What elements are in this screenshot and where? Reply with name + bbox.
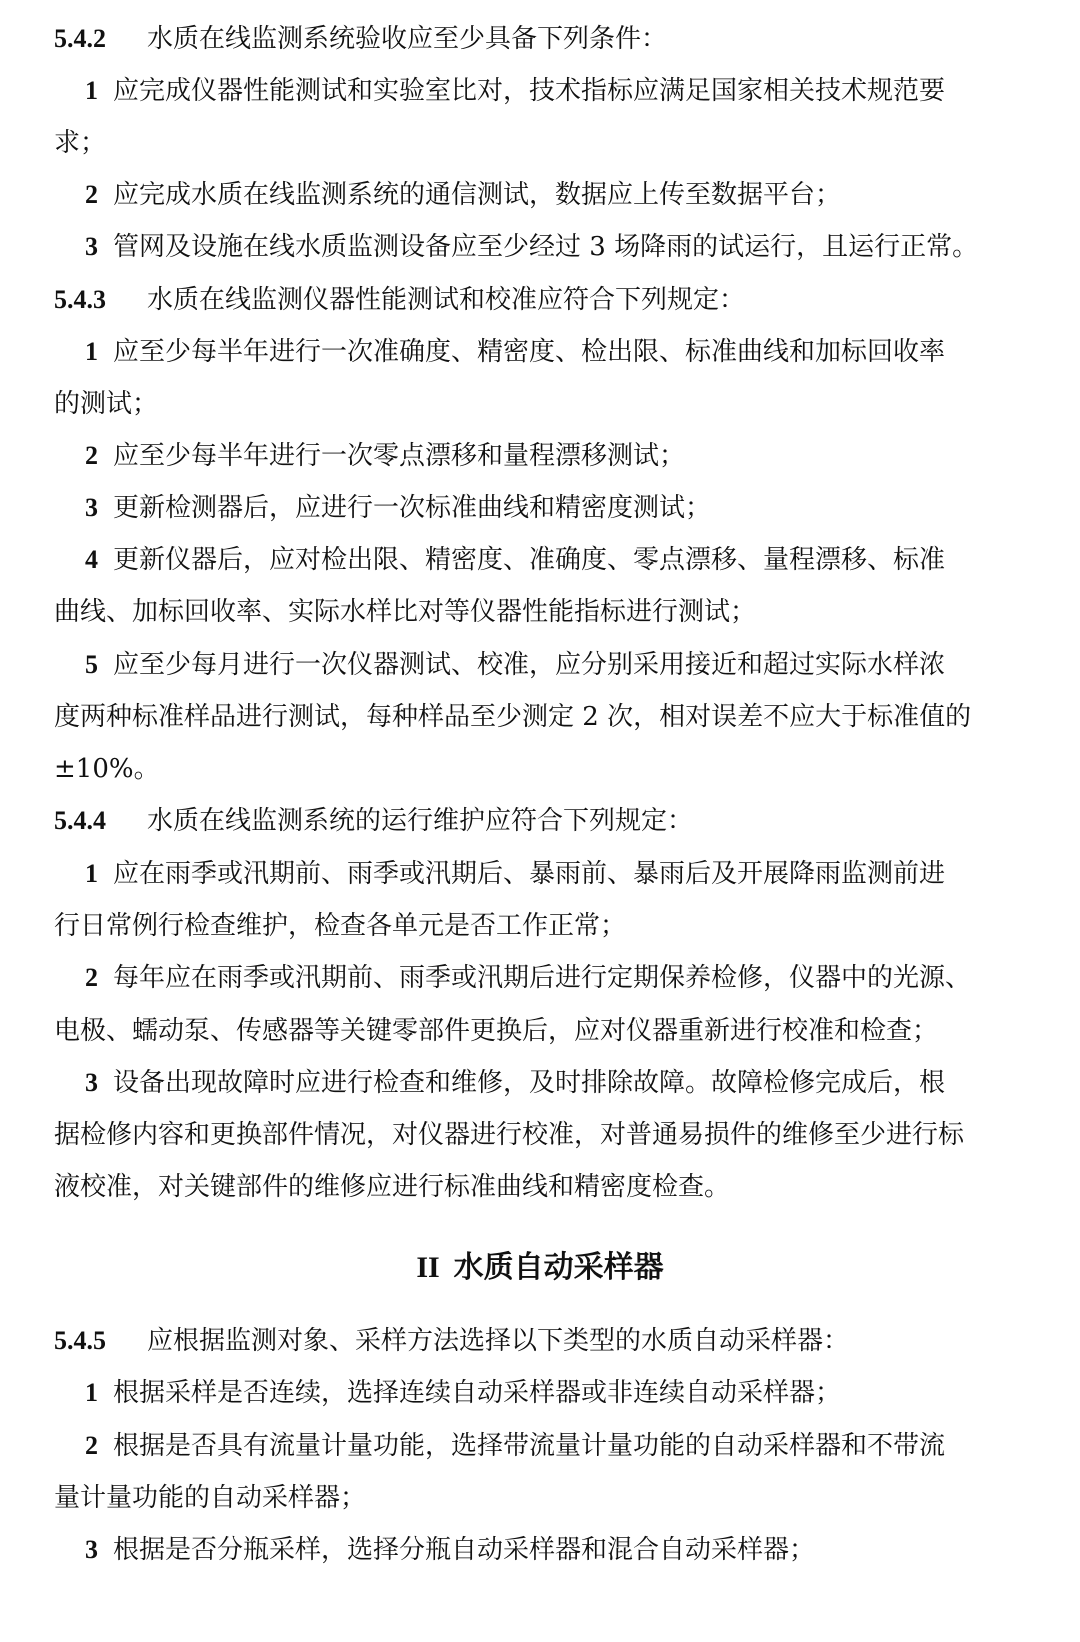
clause-5-4-5-heading — [54, 1323, 1044, 1359]
list-item — [85, 438, 1075, 474]
list-item — [85, 542, 1075, 578]
item-text: 设备出现故障时应进行检查和维修，及时排除故障。故障检修完成后，根 — [113, 1068, 946, 1098]
item-number: 2 — [85, 441, 98, 470]
list-item — [85, 856, 1075, 892]
item-number: 3 — [85, 1068, 98, 1097]
item-text: 应至少每月进行一次仪器测试、校准，应分别采用接近和超过实际水样浓 — [113, 650, 946, 680]
clause-number: 5.4.3 — [54, 285, 106, 314]
list-item-continuation: 求； — [54, 128, 107, 158]
clause-text: 水质在线监测仪器性能测试和校准应符合下列规定： — [147, 285, 746, 315]
item-text: 应至少每半年进行一次准确度、精密度、检出限、标准曲线和加标回收率 — [113, 337, 946, 367]
item-number: 2 — [85, 1431, 98, 1460]
clause-number: 5.4.5 — [54, 1326, 106, 1355]
list-item-continuation: 量计量功能的自动采样器； — [54, 1483, 367, 1513]
item-text: 应完成水质在线监测系统的通信测试，数据应上传至数据平台； — [113, 180, 842, 210]
list-item-continuation: 电极、蠕动泵、传感器等关键零部件更换后，应对仪器重新进行校准和检查； — [54, 1016, 939, 1046]
clause-5-4-2-heading — [54, 21, 1044, 57]
item-text: 应在雨季或汛期前、雨季或汛期后、暴雨前、暴雨后及开展降雨监测前进 — [113, 859, 946, 889]
subheading-roman-numeral: II — [416, 1251, 440, 1284]
item-number: 1 — [85, 337, 98, 366]
item-text: 每年应在雨季或汛期前、雨季或汛期后进行定期保养检修，仪器中的光源、 — [113, 963, 972, 993]
subheading-title: 水质自动采样器 — [453, 1250, 664, 1285]
item-text: 应至少每半年进行一次零点漂移和量程漂移测试； — [113, 441, 686, 471]
clause-5-4-3-heading — [54, 282, 1044, 318]
clause-number: 5.4.2 — [54, 24, 106, 53]
item-text: 更新仪器后，应对检出限、精密度、准确度、零点漂移、量程漂移、标准 — [113, 545, 946, 575]
item-text: 根据是否分瓶采样，选择分瓶自动采样器和混合自动采样器； — [113, 1535, 816, 1565]
list-item — [85, 177, 1075, 213]
clause-text: 水质在线监测系统的运行维护应符合下列规定： — [147, 806, 694, 836]
list-item-continuation: 液校准，对关键部件的维修应进行标准曲线和精密度检查。 — [54, 1172, 731, 1202]
section-subheading — [0, 1248, 1080, 1288]
list-item-continuation: 度两种标准样品进行测试，每种样品至少测定 2 次，相对误差不应大于标准值的 — [54, 702, 972, 732]
item-number: 3 — [85, 1535, 98, 1564]
item-number: 1 — [85, 859, 98, 888]
clause-text: 水质在线监测系统验收应至少具备下列条件： — [147, 24, 668, 54]
clause-5-4-4-heading — [54, 803, 1044, 839]
list-item-continuation: 曲线、加标回收率、实际水样比对等仪器性能指标进行测试； — [54, 597, 757, 627]
item-text: 更新检测器后，应进行一次标准曲线和精密度测试； — [113, 493, 712, 523]
list-item — [85, 647, 1075, 683]
item-number: 4 — [85, 545, 98, 574]
list-item — [85, 490, 1075, 526]
list-item-continuation: 行日常例行检查维护，检查各单元是否工作正常； — [54, 911, 627, 941]
item-text: 应完成仪器性能测试和实验室比对，技术指标应满足国家相关技术规范要 — [113, 76, 946, 106]
list-item — [85, 1532, 1075, 1568]
list-item — [85, 1065, 1075, 1101]
list-item — [85, 1375, 1075, 1411]
list-item — [85, 334, 1075, 370]
list-item — [85, 1428, 1075, 1464]
list-item-continuation: 据检修内容和更换部件情况，对仪器进行校准，对普通易损件的维修至少进行标 — [54, 1120, 965, 1150]
item-number: 1 — [85, 76, 98, 105]
clause-number: 5.4.4 — [54, 806, 106, 835]
item-number: 2 — [85, 963, 98, 992]
item-number: 3 — [85, 493, 98, 522]
item-text: 根据是否具有流量计量功能，选择带流量计量功能的自动采样器和不带流 — [113, 1431, 946, 1461]
item-text: 根据采样是否连续，选择连续自动采样器或非连续自动采样器； — [113, 1378, 842, 1408]
list-item — [85, 229, 1075, 265]
list-item-continuation: ±10%。 — [54, 754, 160, 784]
item-number: 1 — [85, 1378, 98, 1407]
list-item-continuation: 的测试； — [54, 389, 159, 419]
list-item — [85, 960, 1075, 996]
item-text: 管网及设施在线水质监测设备应至少经过 3 场降雨的试运行，且运行正常。 — [113, 232, 979, 262]
item-number: 5 — [85, 650, 98, 679]
list-item — [85, 73, 1075, 109]
item-number: 3 — [85, 232, 98, 261]
item-number: 2 — [85, 180, 98, 209]
clause-text: 应根据监测对象、采样方法选择以下类型的水质自动采样器： — [147, 1326, 850, 1356]
